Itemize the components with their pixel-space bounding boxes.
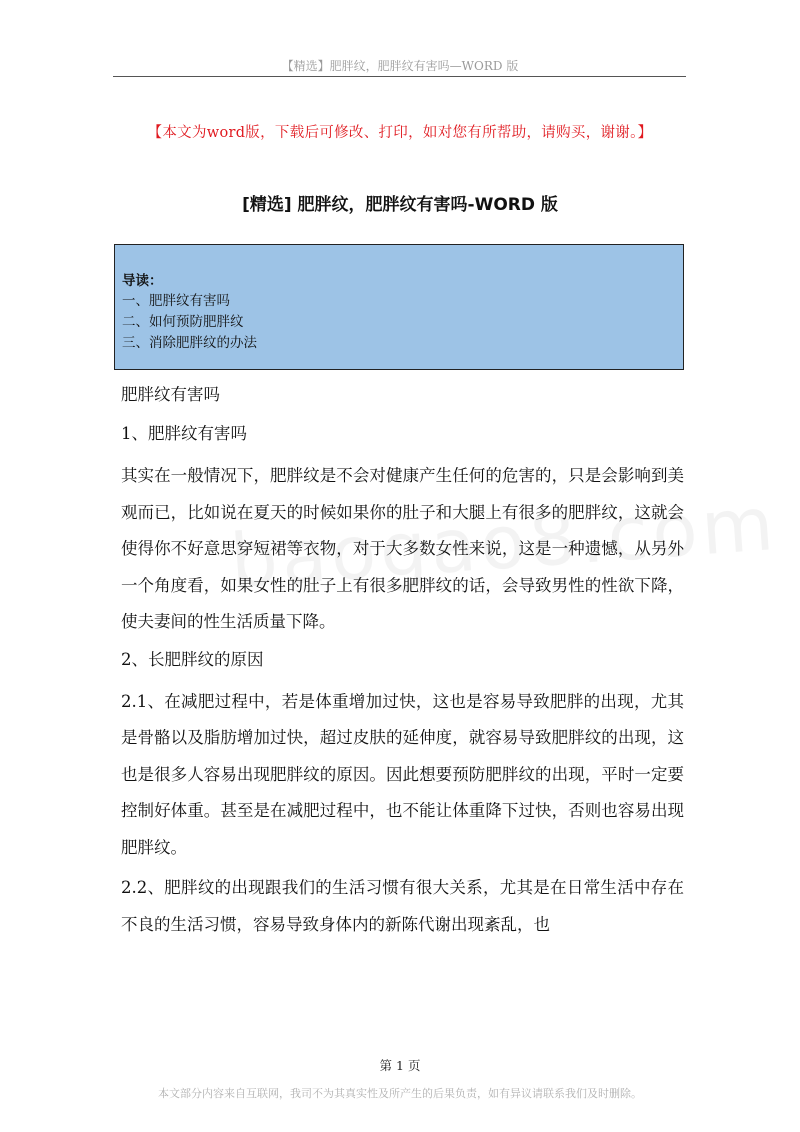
paragraph-1: 其实在一般情况下，肥胖纹是不会对健康产生任何的危害的，只是会影响到美观而已，比如说在夏天的时候如果你的肚子和大腿上有很多的肥胖纹，这就会使得你不好意思穿短裙等衣物，对于大多数女性来说，这是一种遗憾，从另外一个角度看，如果女性的肚子上有很多肥胖纹的话，会导致男性的性欲下降，使夫妻间的性生活质量下降。 — [121, 466, 684, 631]
word-version-notice: 【本文为word版，下载后可修改、打印，如对您有所帮助，请购买，谢谢。】 — [147, 125, 653, 141]
sub-heading-1: 1、肥胖纹有害吗 — [121, 424, 247, 443]
summary-item: 二、如何预防肥胖纹 — [122, 314, 244, 330]
article-body — [121, 380, 684, 947]
paragraph-2: 2.1、在减肥过程中，若是体重增加过快，这也是容易导致肥胖的出现，尤其是骨骼以及脂肪增加过快，超过皮肤的延伸度，就容易导致肥胖纹的出现，这也是很多人容易出现肥胖纹的原因。因此想要预防肥胖纹的出现，平时一定要控制好体重。甚至是在减肥过程中，也不能让体重降下过快，否则也容易出现肥胖纹。 — [121, 691, 684, 857]
summary-item: 三、消除肥胖纹的办法 — [122, 335, 257, 351]
paragraph-3: 2.2、肥胖纹的出现跟我们的生活习惯有很大关系，尤其是在日常生活中存在不良的生活习惯，容易导致身体内的新陈代谢出现紊乱，也 — [121, 878, 684, 934]
page-number: 第 1 页 — [379, 1058, 421, 1073]
header-divider — [113, 76, 686, 77]
summary-item: 一、肥胖纹有害吗 — [122, 293, 230, 309]
document-title: [精选] 肥胖纹，肥胖纹有害吗-WORD 版 — [242, 195, 558, 215]
running-header-title: 【精选】肥胖纹，肥胖纹有害吗—WORD 版 — [281, 59, 519, 73]
summary-box — [114, 244, 684, 370]
section-heading: 肥胖纹有害吗 — [121, 385, 220, 404]
summary-label: 导读： — [122, 273, 163, 289]
sub-heading-2: 2、长肥胖纹的原因 — [121, 649, 264, 669]
footer-disclaimer: 本文部分内容来自互联网，我司不为其真实性及所产生的后果负责，如有异议请联系我们及时删除。 — [158, 1087, 642, 1100]
